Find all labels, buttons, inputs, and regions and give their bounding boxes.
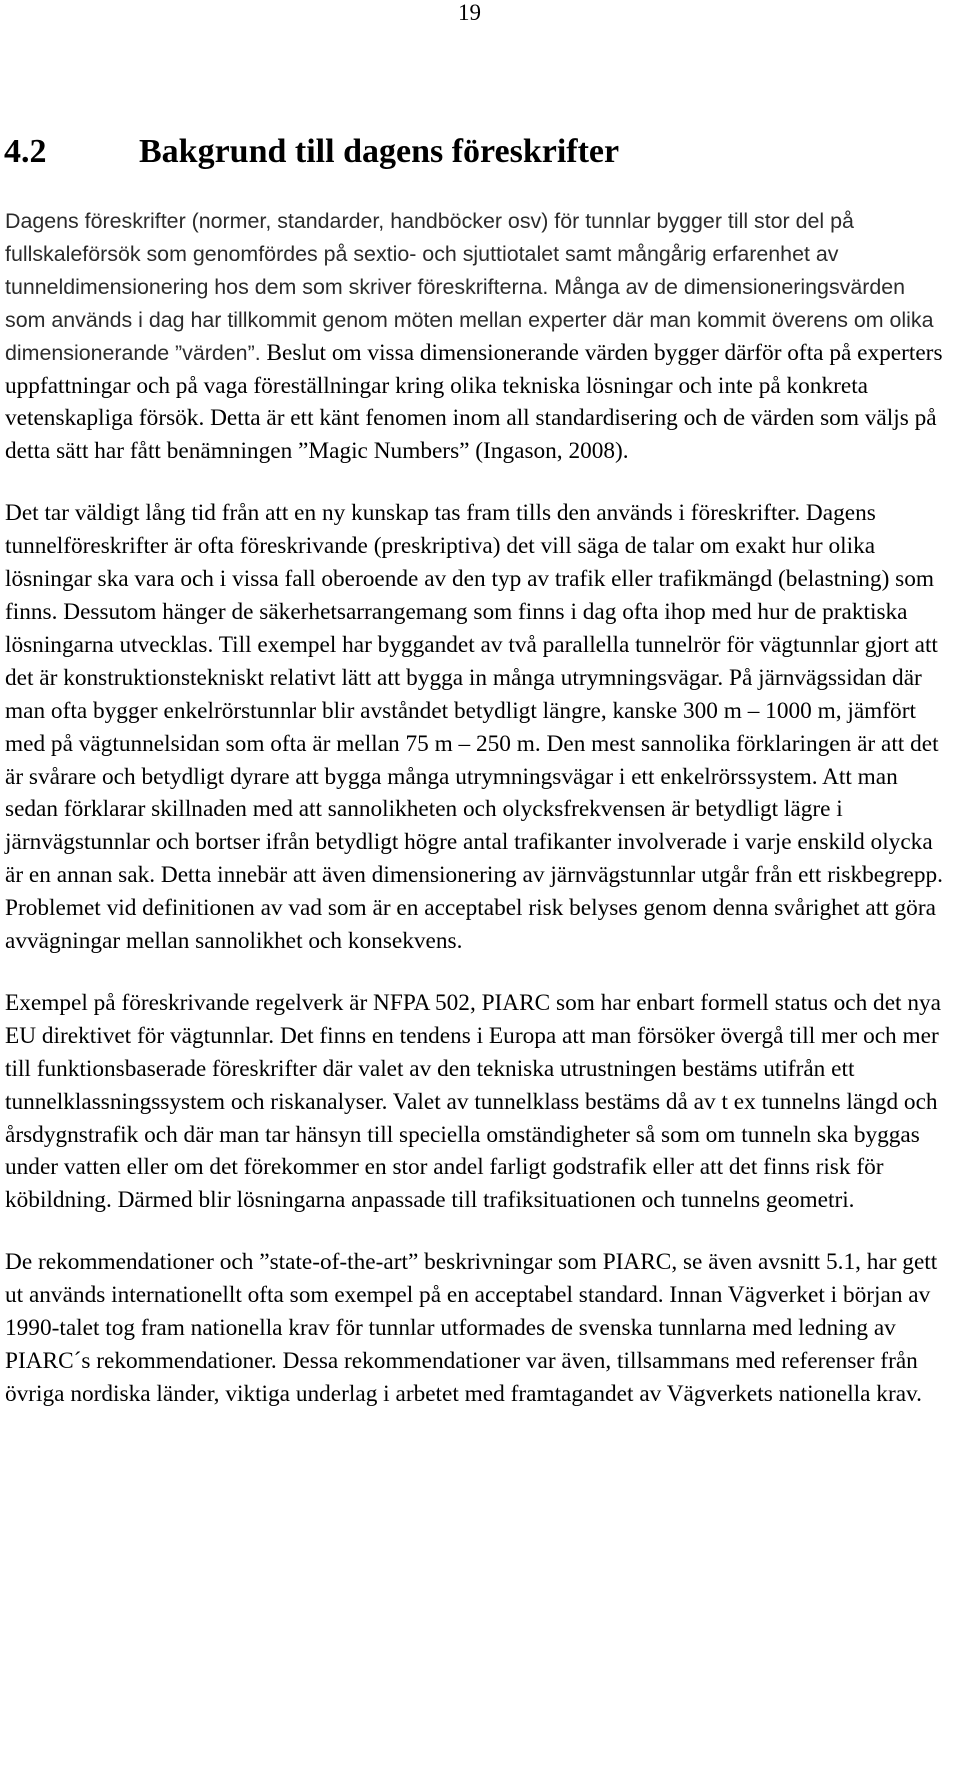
paragraph-intro-text: Dagens föreskrifter (normer, standarder, handböcker osv) för tunnlar bygger till stor del på fullskaleförsök som genomfördes på sextio- och sjuttiotalet samt mångårig erfarenhet av tunneldimensionering hos dem som skriver föreskrifterna. Många av de dimensioneringsvärden som används i dag har tillkommit genom möten mellan experter där man kommit överens om olika dimensionerande ”värden”. <box>5 209 934 365</box>
paragraph-regulation-examples: Exempel på föreskrivande regelverk är NFPA 502, PIARC som har enbart formell status och det nya EU direktivet för vägtunnlar. Det finns en tendens i Europa att man försöker övergå till mer och mer till funktionsbaserade föreskrifter där valet av den tekniska utrustningen bestäms utifrån ett tunnelklassningssystem och riskanalyser. Valet av tunnelklass bestäms då av t ex tunnelns längd och årsdygnstrafik och där man tar hänsyn till speciella omständigheter så som om tunneln ska byggas under vatten eller om det förekommer en stor andel farligt godstrafik eller att det finns risk för köbildning. Därmed blir lösningarna anpassade till trafiksituationen och tunnelns geometri. <box>5 989 941 1214</box>
body-text <box>5 205 950 1411</box>
section-heading <box>4 132 619 172</box>
section-title: Bakgrund till dagens föreskrifter <box>139 133 620 170</box>
paragraph-background <box>5 205 950 468</box>
section-number: 4.2 <box>4 133 47 170</box>
page-number: 19 <box>458 0 481 25</box>
paragraph-continuation-text: Beslut om vissa dimensionerande värden bygger därför ofta på experters uppfattningar och på vaga föreställningar kring olika tekniska lösningar och inte på konkreta vetenskapliga försök. Detta är ett känt fenomen inom all standardisering och de värden som väljs på detta sätt har fått benämningen ”Magic Numbers” (Ingason, 2008). <box>5 339 943 465</box>
paragraph-prescriptive-regulations: Det tar väldigt lång tid från att en ny kunskap tas fram tills den används i föreskrifter. Dagens tunnelföreskrifter är ofta föreskrivande (preskriptiva) det vill säga de talar om exakt hur olika lösningar ska vara och i vissa fall oberoende av den typ av trafik eller trafikmängd (belastning) som finns. Dessutom hänger de säkerhetsarrangemang som finns i dag ofta ihop med hur de praktiska lösningarna utvecklas. Till exempel har byggandet av två parallella tunnelrör för vägtunnlar gjort att det är konstruktionstekniskt relativt lätt att bygga in många utrymningsvägar. På järnvägssidan där man ofta bygger enkelrörstunnlar blir avståndet betydligt längre, kanske 300 m – 1000 m, jämfört med på vägtunnelsidan som ofta är mellan 75 m – 250 m. Den mest sannolika förklaringen är att det är svårare och betydligt dyrare att bygga många utrymningsvägar i ett enkelrörssystem. Att man sedan förklarar skillnaden med att sannolikheten och olycksfrekvensen är betydligt lägre i järnvägstunnlar och bortser ifrån betydligt högre antal trafikanter involverade i varje enskild olycka är en annan sak. Detta innebär att även dimensionering av järnvägstunnlar utgår från ett riskbegrepp. Problemet vid definitionen av vad som är en acceptabel risk belyses genom denna svårighet att göra avvägningar mellan sannolikhet och konsekvens. <box>5 500 943 955</box>
paragraph-piarc-recommendations: De rekommendationer och ”state-of-the-art” beskrivningar som PIARC, se även avsnitt 5.1, har gett ut används internationellt ofta som exempel på en acceptabel standard. Innan Vägverket i början av 1990-talet tog fram nationella krav för tunnlar utformades de svenska tunnlarna med ledning av PIARC´s rekommendationer. Dessa rekommendationer var även, tillsammans med referenser från övriga nordiska länder, viktiga underlag i arbetet med framtagandet av Vägverkets nationella krav. <box>5 1249 938 1407</box>
